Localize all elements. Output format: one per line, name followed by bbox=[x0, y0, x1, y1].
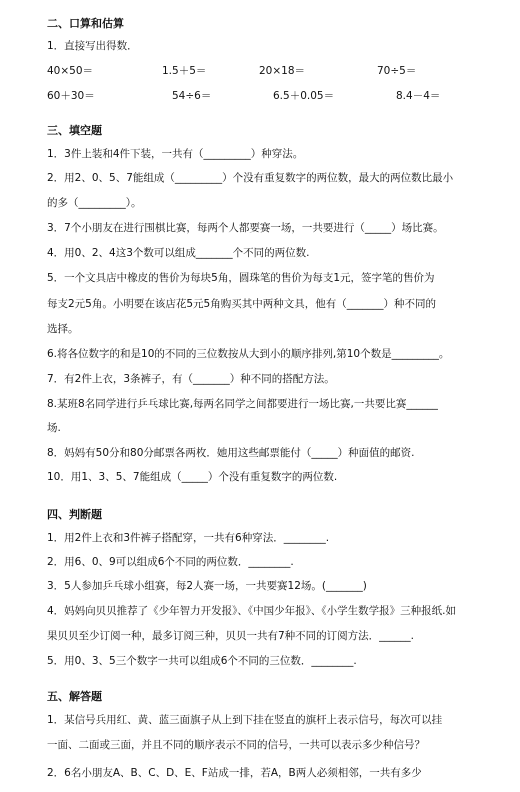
question-line: 8．妈妈有50分和80分邮票各两枚．她用这些邮票能付（_____）种面值的邮资. bbox=[47, 447, 415, 459]
calc-item: 20×18＝ bbox=[259, 65, 306, 77]
section-title-fill-in: 三、填空题 bbox=[47, 124, 102, 137]
question-line: 3．7个小朋友在进行围棋比赛，每两个人都要赛一场，一共要进行（_____）场比赛。 bbox=[47, 222, 444, 234]
question-line: 每支2元5角。小明要在该店花5元5角购买其中两种文具，他有（_______）种不同的 bbox=[47, 298, 436, 310]
question-line: 1．用2件上衣和3件裤子搭配穿，一共有6种穿法．________. bbox=[47, 532, 330, 544]
question-line: 选择。 bbox=[47, 323, 79, 335]
question-line: 的多（_________）。 bbox=[47, 197, 142, 209]
question-line: 一面、二面或三面，并且不同的顺序表示不同的信号，一共可以表示多少种信号？ bbox=[47, 739, 425, 751]
calc-item: 60＋30＝ bbox=[47, 90, 95, 102]
question-line: 果贝贝至少订阅一种，最多订阅三种，贝贝一共有7种不同的订阅方法．______. bbox=[47, 630, 415, 642]
question-line: 3．5人参加乒乓球小组赛，每2人赛一场，一共要赛12场。(_______) bbox=[47, 580, 367, 592]
calc-item: 40×50＝ bbox=[47, 65, 94, 77]
question-line: 8.某班8名同学进行乒乓球比赛,每两名同学之间都要进行一场比赛,一共要比赛______ bbox=[47, 398, 438, 410]
question-line: 4．用0、2、4这3个数可以组成_______个不同的两位数. bbox=[47, 247, 310, 259]
question-line: 5．一个文具店中橡皮的售价为每块5角，圆珠笔的售价为每支1元，签字笔的售价为 bbox=[47, 272, 435, 284]
question-line: 场. bbox=[47, 422, 61, 434]
question-line: 1．3件上装和4件下装，一共有（_________）种穿法。 bbox=[47, 148, 304, 160]
question-line: 2．用2、0、5、7能组成（_________）个没有重复数字的两位数，最大的两位数比最小 bbox=[47, 172, 454, 184]
question-line: 5．用0、3、5三个数字一共可以组成6个不同的三位数．________. bbox=[47, 655, 357, 667]
calc-item: 70÷5＝ bbox=[377, 65, 417, 77]
calc-item: 54÷6＝ bbox=[172, 90, 212, 102]
question-line: 2．6名小朋友A、B、C、D、E、F站成一排，若A，B两人必须相邻，一共有多少 bbox=[47, 767, 422, 779]
calc-item: 8.4－4＝ bbox=[396, 90, 441, 102]
question-intro: 1．直接写出得数． bbox=[47, 40, 138, 52]
calc-item: 6.5＋0.05＝ bbox=[273, 90, 335, 102]
question-line: 2．用6、0、9可以组成6个不同的两位数．________. bbox=[47, 556, 294, 568]
section-title-judgement: 四、判断题 bbox=[47, 508, 102, 521]
question-line: 1．某信号兵用红、黄、蓝三面旗子从上到下挂在竖直的旗杆上表示信号，每次可以挂 bbox=[47, 714, 443, 726]
question-line: 7．有2件上衣，3条裤子，有（_______）种不同的搭配方法。 bbox=[47, 373, 335, 385]
question-line: 6.将各位数字的和是10的不同的三位数按从大到小的顺序排列,第10个数是_________。 bbox=[47, 348, 450, 360]
section-title-oral-calculation: 二、口算和估算 bbox=[47, 17, 124, 30]
question-line: 4．妈妈向贝贝推荐了《少年智力开发报》、《中国少年报》、《小学生数学报》三种报纸.如 bbox=[47, 605, 457, 617]
section-title-solutions: 五、解答题 bbox=[47, 690, 102, 703]
calc-item: 1.5＋5＝ bbox=[162, 65, 207, 77]
question-line: 10．用1、3、5、7能组成（_____）个没有重复数字的两位数. bbox=[47, 471, 338, 483]
